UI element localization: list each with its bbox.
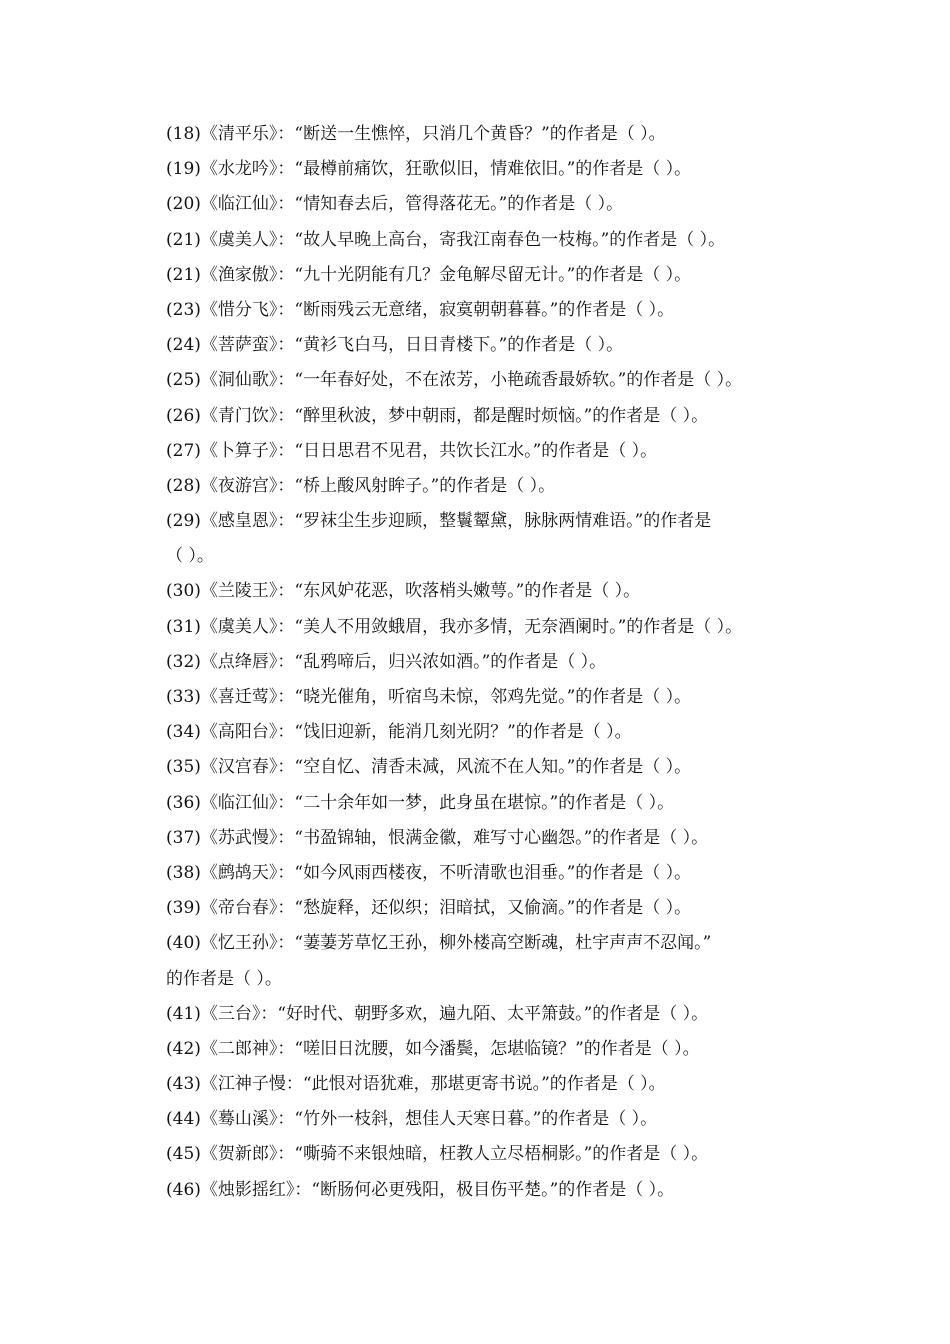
question-line-36: (36)《临江仙》：“二十余年如一梦，此身虽在堪惊。”的作者是（ ）。 [166, 792, 675, 813]
question-line-28: (28)《夜游宫》：“桥上酸风射眸子。”的作者是（ ）。 [166, 475, 556, 496]
question-line-24: (24)《菩萨蛮》：“黄衫飞白马，日日青楼下。”的作者是（ ）。 [166, 335, 624, 356]
question-line-44: (44)《蓦山溪》：“竹外一枝斜，想佳人天寒日暮。”的作者是（ ）。 [166, 1109, 658, 1130]
question-line-21a: (21)《虞美人》：“故人早晚上高台，寄我江南春色一枝梅。”的作者是（ ）。 [166, 229, 726, 250]
question-line-34: (34)《高阳台》：“饯旧迎新，能消几刻光阴？”的作者是（ ）。 [166, 722, 632, 743]
question-line-38: (38)《鹧鸪天》：“如今风雨西楼夜，不听清歌也泪垂。”的作者是（ ）。 [166, 862, 692, 883]
question-line-19: (19)《水龙吟》：“最樽前痛饮，狂歌似旧，情难依旧。”的作者是（ ）。 [166, 159, 692, 180]
question-line-27: (27)《卜算子》：“日日思君不见君，共饮长江水。”的作者是（ ）。 [166, 440, 658, 461]
question-line-21b: (21)《渔家傲》：“九十光阴能有几？金龟解尽留无计。”的作者是（ ）。 [166, 264, 692, 285]
question-line-18: (18)《清平乐》：“断送一生憔悴，只消几个黄昏？”的作者是（ ）。 [166, 124, 666, 144]
question-line-20: (20)《临江仙》：“情知春去后，管得落花无。”的作者是（ ）。 [166, 194, 624, 215]
question-line-25: (25)《洞仙歌》：“一年春好处，不在浓芳，小艳疏香最娇软。”的作者是（ ）。 [166, 370, 743, 391]
question-line-45: (45)《贺新郎》：“嘶骑不来银烛暗，枉教人立尽梧桐影。”的作者是（ ）。 [166, 1144, 709, 1165]
question-line-37: (37)《苏武慢》：“书盈锦轴，恨满金徽，难写寸心幽怨。”的作者是（ ）。 [166, 827, 709, 848]
question-line-39: (39)《帝台春》：“愁旋释，还似织；泪暗拭，又偷滴。”的作者是（ ）。 [166, 898, 692, 919]
question-line-31: (31)《虞美人》：“美人不用敛蛾眉，我亦多情，无奈酒阑时。”的作者是（ ）。 [166, 616, 743, 637]
question-line-30: (30)《兰陵王》：“东风妒花恶，吹落梢头嫩萼。”的作者是（ ）。 [166, 581, 641, 602]
question-line-42: (42)《二郎神》：“嗟旧日沈腰，如今潘鬓，怎堪临镜？”的作者是（ ）。 [166, 1038, 700, 1059]
question-line-32: (32)《点绛唇》：“乱鸦啼后，归兴浓如酒。”的作者是（ ）。 [166, 651, 607, 672]
question-line-41: (41)《三台》：“好时代、朝野多欢，遍九陌、太平箫鼓。”的作者是（ ）。 [166, 1003, 709, 1024]
question-line-43: (43)《江神子慢：“此恨对语犹难，那堪更寄书说。”的作者是（ ）。 [166, 1074, 666, 1095]
question-line-29: (29)《感皇恩》：“罗袜尘生步迎顾，整鬟颦黛，脉脉两情难语。”的作者是 [166, 511, 712, 532]
question-line-26: (26)《青门饮》：“醉里秋波，梦中朝雨，都是醒时烦恼。”的作者是（ ）。 [166, 405, 709, 426]
question-line-40: (40)《忆王孙》：“萋萋芳草忆王孙，柳外楼高空断魂，杜宇声声不忍闻。” [166, 933, 712, 954]
question-line-40-cont: 的作者是（ ）。 [166, 968, 282, 989]
question-list [166, 117, 816, 1208]
question-line-35: (35)《汉宫春》：“空自忆、清香未减，风流不在人知。”的作者是（ ）。 [166, 757, 692, 778]
question-line-46: (46)《烛影摇红》：“断肠何必更残阳，极目伤平楚。”的作者是（ ）。 [166, 1179, 675, 1200]
question-line-33: (33)《喜迁莺》：“晓光催角，听宿鸟未惊，邻鸡先觉。”的作者是（ ）。 [166, 687, 692, 707]
question-line-29-cont: （ ）。 [166, 546, 214, 567]
question-line-23: (23)《惜分飞》：“断雨残云无意绪，寂寞朝朝暮暮。”的作者是（ ）。 [166, 299, 675, 320]
